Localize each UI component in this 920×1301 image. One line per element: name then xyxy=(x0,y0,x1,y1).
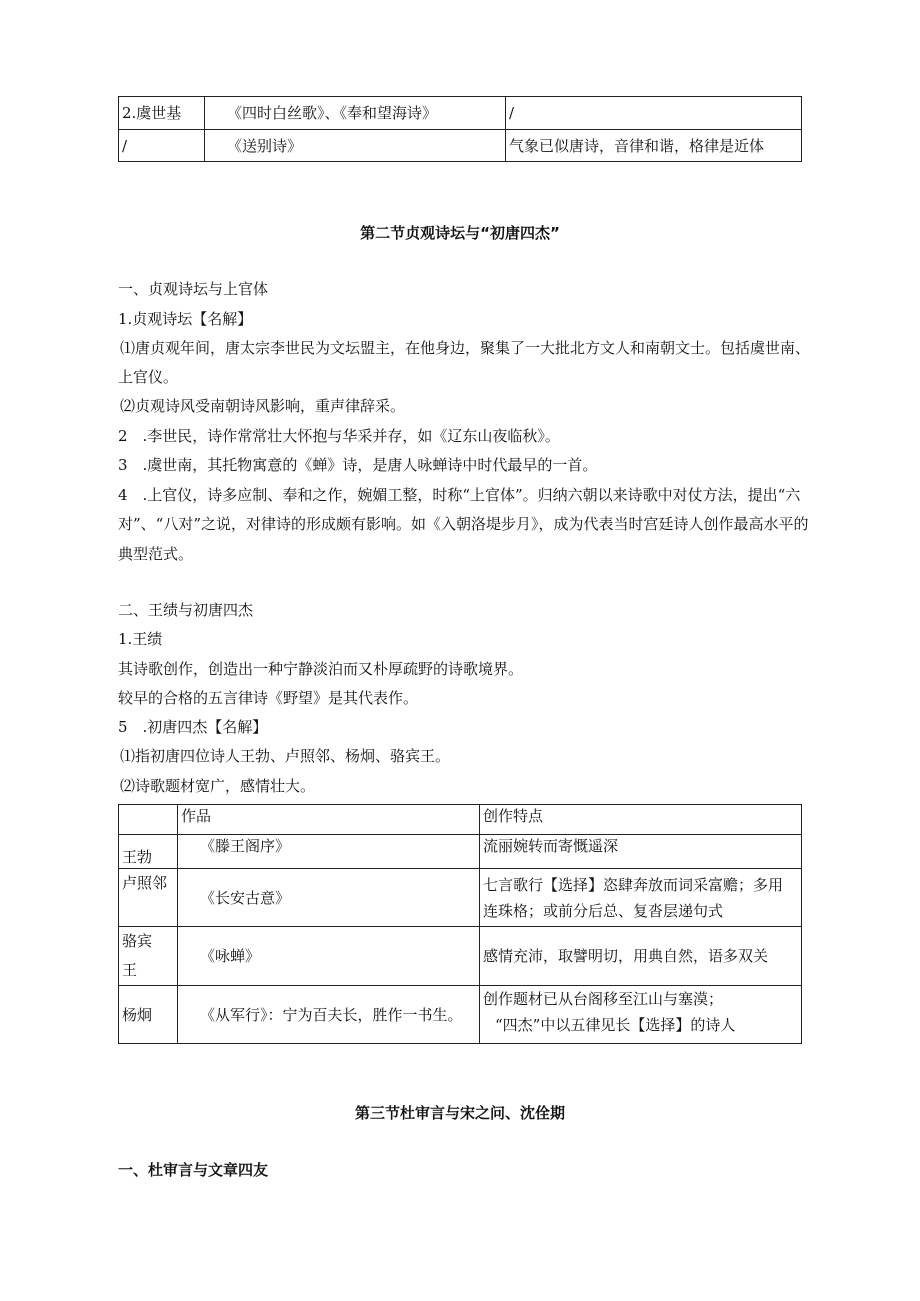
feature-cell xyxy=(480,986,802,1044)
table-cell: / xyxy=(119,130,205,162)
table-header-cell xyxy=(119,805,178,835)
poet-line: 骆宾 xyxy=(122,932,153,950)
paragraph: 2 .李世民，诗作常常壮大怀抱与华采并存，如《辽东山夜临秋》。 xyxy=(118,427,560,445)
table-header-cell: 创作特点 xyxy=(480,805,802,835)
table-row xyxy=(119,869,802,927)
table-cell: 《四时白丝歌》、《奉和望海诗》 xyxy=(205,97,506,130)
paragraph: ⑵贞观诗风受南朝诗风影响，重声律辞采。 xyxy=(120,397,406,415)
section-heading: 第三节杜审言与宋之问、沈佺期 xyxy=(354,1104,565,1122)
work-cell: 《滕王阁序》 xyxy=(178,835,480,869)
paragraph: 3 .虞世南，其托物寓意的《蝉》诗，是唐人咏蝉诗中时代最早的一首。 xyxy=(118,456,598,474)
table-row xyxy=(119,130,802,162)
feature-cell xyxy=(480,869,802,927)
paragraph: ⑵诗歌题材宽广，感情壮大。 xyxy=(120,777,316,795)
feature-line: 连珠格；或前分后总、复沓层递句式 xyxy=(483,901,724,920)
table-header-row xyxy=(119,805,802,835)
table-header-cell: 作品 xyxy=(178,805,480,835)
feature-cell: 流丽婉转而寄慨遥深 xyxy=(480,835,802,869)
feature-line: “四杰”中以五律见长【选择】的诗人 xyxy=(495,1016,736,1034)
table-row xyxy=(119,97,802,130)
poet-cell: 卢照邻 xyxy=(119,869,178,927)
poet-line: 王 xyxy=(122,961,138,979)
paragraph: 较早的合格的五言律诗《野望》是其代表作。 xyxy=(118,689,419,707)
paragraph: 对”、“八对”之说，对律诗的形成颇有影响。如《入朝洛堤步月》，成为代表当时宫廷诗人创作最高水平的 xyxy=(118,515,809,533)
poet-cell: 王勃 xyxy=(119,835,178,869)
paragraph: 典型范式。 xyxy=(118,545,194,563)
table-four-talents xyxy=(118,804,802,1044)
subheading: 一、贞观诗坛与上官体 xyxy=(118,280,269,298)
paragraph: 上官仪。 xyxy=(118,368,179,386)
table-row xyxy=(119,927,802,986)
table-row xyxy=(119,986,802,1044)
table-cell: 2.虞世基 xyxy=(119,97,205,130)
subheading: 二、王绩与初唐四杰 xyxy=(118,601,254,619)
paragraph: 其诗歌创作，创造出一种宁静淡泊而又朴厚疏野的诗歌境界。 xyxy=(118,660,524,678)
work-cell: 《从军行》：宁为百夫长，胜作一书生。 xyxy=(178,986,480,1044)
feature-cell: 感情充沛，取譬明切，用典自然，语多双关 xyxy=(480,927,802,986)
paragraph: 1.王绩 xyxy=(118,630,163,648)
section-heading: 第二节贞观诗坛与“初唐四杰” xyxy=(360,224,560,242)
poet-cell xyxy=(119,927,178,986)
paragraph: 1.贞观诗坛【名解】 xyxy=(118,310,253,328)
poet-cell: 杨炯 xyxy=(119,986,178,1044)
table-cell: 《送别诗》 xyxy=(205,130,506,162)
table-poets-top xyxy=(118,96,802,162)
table-cell: 气象已似唐诗，音律和谐，格律是近体 xyxy=(506,130,802,162)
table-cell: / xyxy=(506,97,802,130)
paragraph: 5 .初唐四杰【名解】 xyxy=(118,718,268,736)
paragraph: ⑴指初唐四位诗人王勃、卢照邻、杨炯、骆宾王。 xyxy=(120,747,451,765)
work-cell: 《长安古意》 xyxy=(178,869,480,927)
paragraph: 4 .上官仪，诗多应制、奉和之作，婉媚工整，时称“上官体”。归纳六朝以来诗歌中对仗方法，提出“六 xyxy=(118,486,801,504)
subheading: 一、杜审言与文章四友 xyxy=(118,1161,269,1179)
feature-line: 七言歌行【选择】恣肆奔放而词采富赡；多用 xyxy=(483,875,784,894)
paragraph: ⑴唐贞观年间，唐太宗李世民为文坛盟主，在他身边，聚集了一大批北方文人和南朝文士。包括虞世南、 xyxy=(120,339,811,357)
feature-line: 创作题材已从台阁移至江山与塞漠； xyxy=(483,990,724,1008)
table-row xyxy=(119,835,802,869)
work-cell: 《咏蝉》 xyxy=(178,927,480,986)
